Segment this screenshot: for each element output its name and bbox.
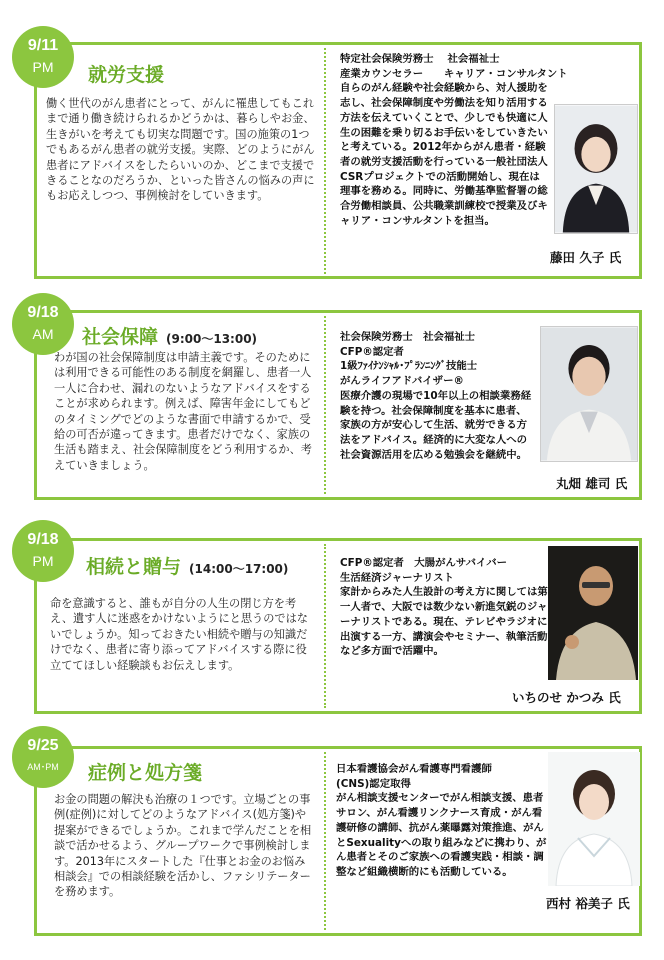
- speaker-bio-text: 家計からみた人生設計の考え方に関しては第一人者で、大阪では数少ない新進気鋭のジャーナリストである。現在、テレビやラジオに出演する一方、講演会やセミナー、執筆活動など多方面で活躍中。: [340, 586, 548, 658]
- speaker-name-1: 藤田 久子 氏: [550, 250, 622, 265]
- session-title-1: [88, 60, 164, 87]
- speaker-role: (CNS)認定取得: [336, 777, 411, 790]
- speaker-bio-text: がん相談支援センターでがん相談支援、患者サロン、がん看護リンクナース育成・がん看護研修の講師、抗がん薬曝露対策推進、がんとSexualityへの取り組みなどに携わり、がん患者とそのご家族への看護実践・相談・調整など組織横断的にも活動している。: [336, 792, 547, 878]
- session-hours: (9:00～13:00): [166, 332, 258, 346]
- speaker-bio-1: [340, 52, 568, 228]
- session-description-2: わが国の社会保障制度は申請主義です。そのためには利用できる可能性のある制度を網羅し、患者一人一人に合わせ、漏れのないようなアドバイスをすることが求められます。例えば、障害年金にしてもどのタイミングでどのような書面で申請するかで、受給の可否が違ってきます。患者だけでなく、家族の生活も踏まえ、社会保障制度をどう利用するか、考えていきましょう。: [54, 351, 312, 472]
- speaker-role: 日本看護協会がん看護専門看護師: [336, 763, 492, 775]
- portrait-icon: [555, 105, 637, 233]
- speaker-role: CFP®認定者: [340, 345, 404, 358]
- speaker-bio-3: [340, 556, 548, 659]
- speaker-photo-1: [554, 104, 638, 234]
- speaker-name-3: いちのせ かつみ 氏: [512, 690, 621, 705]
- session-title-2: [82, 322, 257, 349]
- session-title-3: [86, 552, 288, 579]
- speaker-role: 1級ﾌｧｲﾅﾝｼｬﾙ･ﾌﾟﾗﾝﾆﾝｸﾞ技能士: [340, 360, 478, 373]
- divider-2: [324, 316, 326, 494]
- portrait-icon: [548, 752, 640, 886]
- speaker-photo-3: [548, 546, 638, 680]
- speaker-bio-4: [336, 762, 548, 880]
- divider-1: [324, 48, 326, 274]
- session-title-text: 就労支援: [88, 64, 165, 86]
- speaker-name-4: 西村 裕美子 氏: [546, 896, 630, 911]
- session-title-text: 社会保障: [82, 326, 159, 348]
- session-time: PM: [32, 553, 54, 569]
- speaker-role: 生活経済ジャーナリスト: [340, 571, 454, 584]
- portrait-icon: [541, 327, 637, 461]
- session-description-1: 働く世代のがん患者にとって、がんに罹患してもこれまで通り働き続けられるかどうかは、暮らしやお金、生きがいを考えても切実な問題です。国の施策の1つでもあるがん患者の就労支援。実際、どのようにがん患者にアドバイスをしたらいいのか、どこまで支援できることなのだろうか、といった皆さんの悩みの声にもお応えしつつ、事例検討をしていきます。: [46, 97, 315, 203]
- speaker-bio-text: 自らのがん経験や社会経験から、対人援助を志し、社会保障制度や労働法を知り活用する方法を伝えていくことで、少しでも快適に人生の困難を乗り切るお手伝いをしていきたいと考えている。2012年からがん患者・経験者の就労支援活動を行っている一般社団法人CSRプロジェクトでの活動開始し、現在は理事を務める。同時に、労働基準監督署の総合労働相談員、公共職業訓練校で授業及びキャリア・コンサルタントを担当。: [340, 82, 548, 227]
- date-badge-3: [12, 520, 74, 582]
- session-time: AM: [32, 326, 54, 342]
- session-date: 9/11: [27, 37, 59, 54]
- divider-3: [324, 544, 326, 708]
- session-date: 9/18: [27, 531, 59, 548]
- speaker-bio-2: [340, 330, 536, 462]
- session-title-text: 症例と処方箋: [88, 762, 203, 784]
- speaker-bio-text: 医療介護の現場で10年以上の相談業務経験を持つ。社会保障制度を基本に患者、家族の方が安心して生活、就労できる方法をアドバイス。経済的に大変な人への社会資源活用を広める勉強会を継続中。: [340, 389, 532, 461]
- speaker-role: 特定社会保険労務士 社会福祉士: [340, 53, 500, 65]
- session-hours: (14:00～17:00): [189, 562, 289, 576]
- date-badge-1: [12, 26, 74, 88]
- session-title-text: 相続と贈与: [86, 556, 182, 578]
- divider-4: [324, 752, 326, 930]
- speaker-role: CFP®認定者 大腸がんサバイバー: [340, 557, 507, 569]
- speaker-name-2: 丸畑 雄司 氏: [556, 476, 628, 491]
- session-description-4: お金の問題の解決も治療の１つです。立場ごとの事例(症例)に対してどのようなアドバイス(処方箋)や提案ができるでしょうか。これまで学んだことを相談で活かせるよう、グループワークで事例検討します。2013年にスタートした『仕事とお金のお悩み相談会』での相談経験を活かし、ファシリテーターを務めます。: [54, 793, 312, 899]
- speaker-role: 社会保険労務士 社会福祉士: [340, 331, 476, 343]
- date-badge-2: [12, 293, 74, 355]
- date-badge-4: [12, 726, 74, 788]
- speaker-photo-4: [548, 752, 640, 886]
- portrait-icon: [548, 546, 638, 680]
- speaker-photo-2: [540, 326, 638, 462]
- session-time: AM･PM: [27, 762, 59, 772]
- session-date: 9/18: [27, 304, 59, 321]
- speaker-role: 産業カウンセラー キャリア・コンサルタント: [340, 67, 568, 80]
- session-time: PM: [32, 59, 54, 75]
- session-date: 9/25: [27, 737, 59, 754]
- session-title-4: [88, 758, 202, 785]
- session-description-3: 命を意識すると、誰もが自分の人生の閉じ方を考え、遺す人に迷惑をかけないようにと思うのではないでしょうか。知っておきたい相続や贈与の知識だけでなく、患者に寄り添ってアドバイスする際に役立ててほしい経験談もお伝えします。: [50, 597, 308, 672]
- speaker-role: がんライフアドバイザー®: [340, 375, 464, 388]
